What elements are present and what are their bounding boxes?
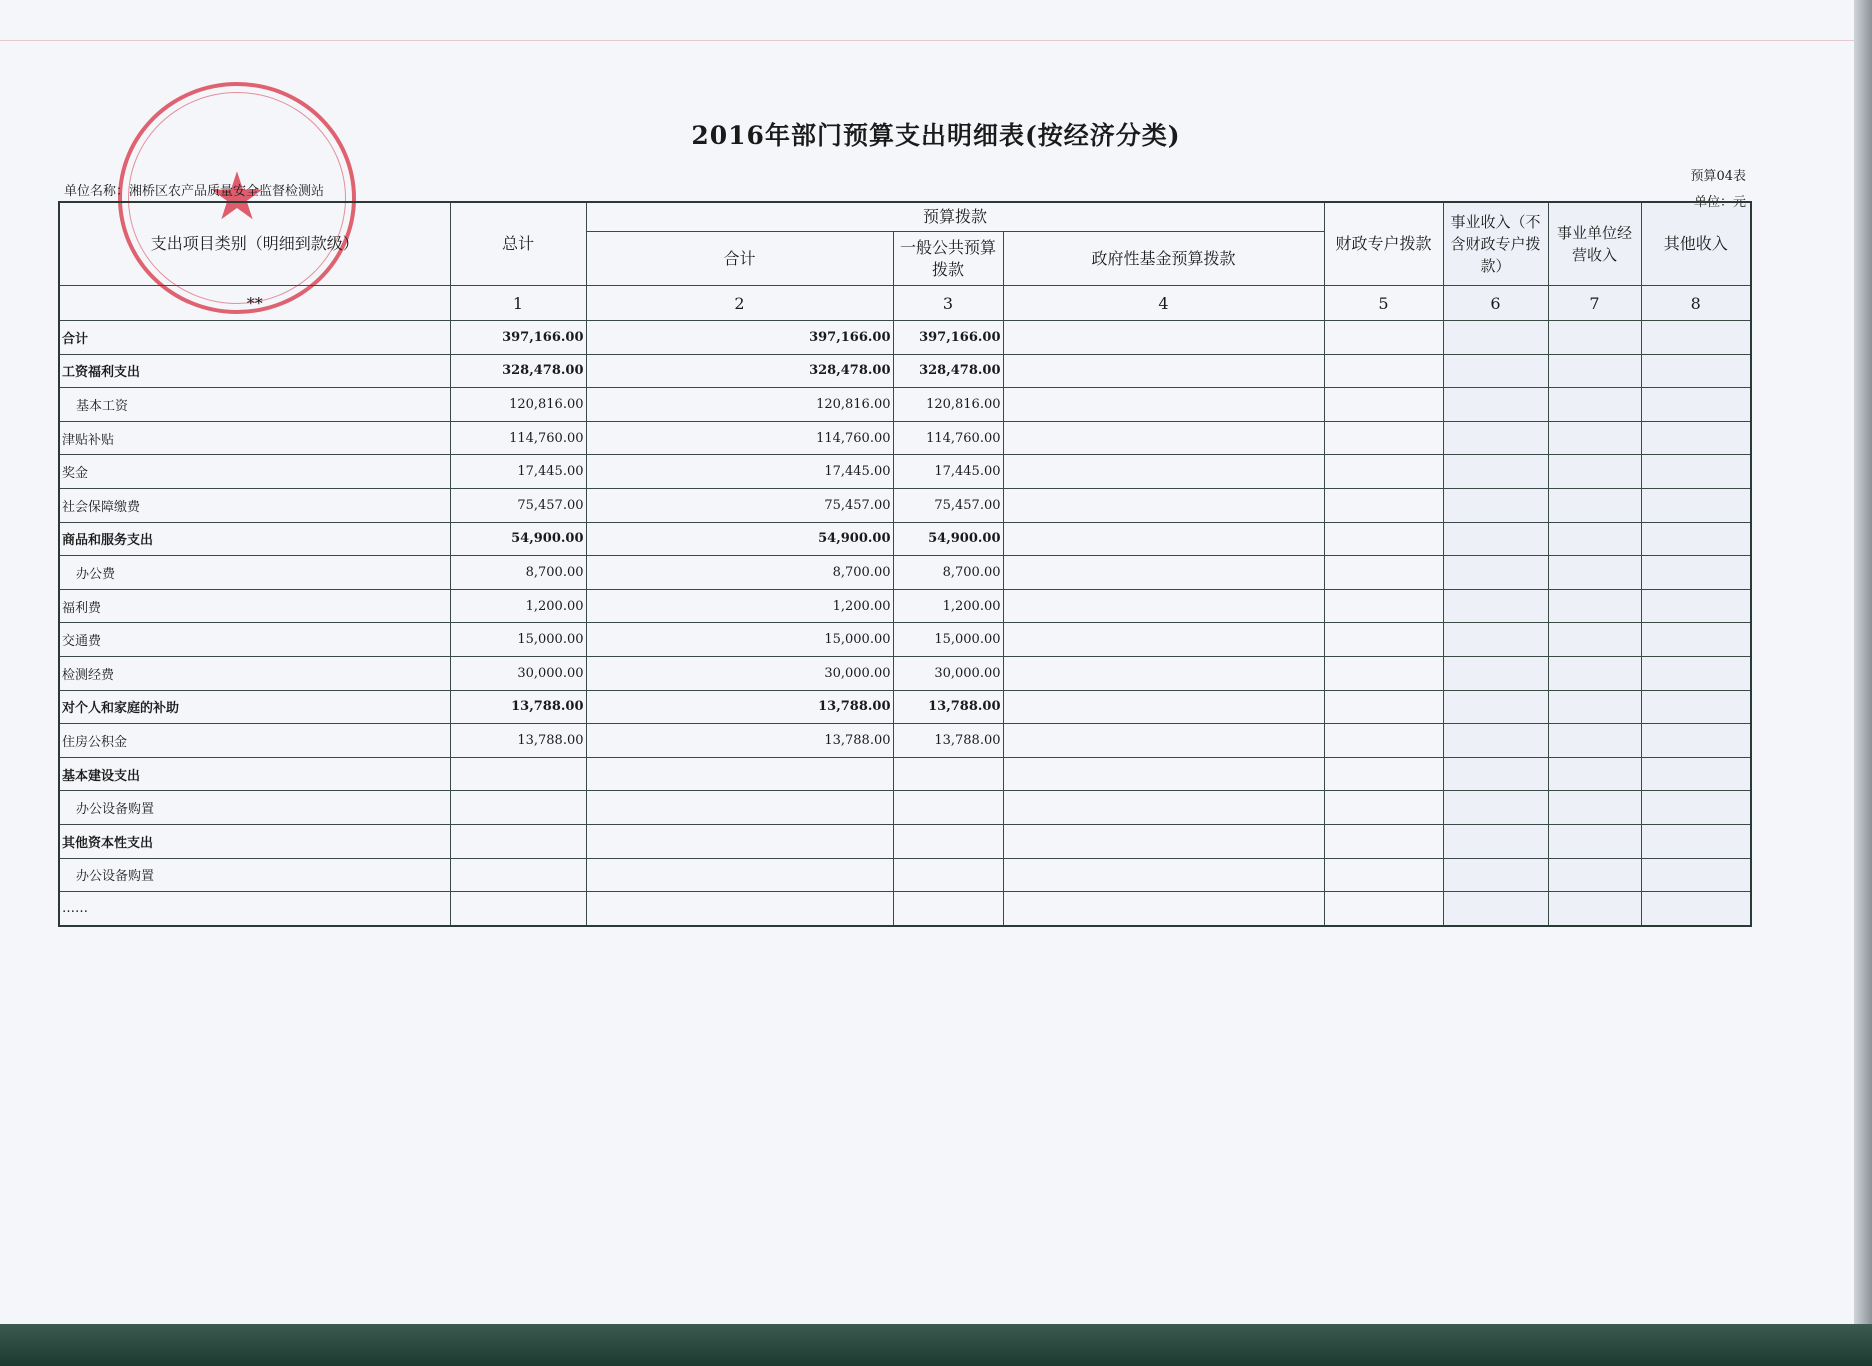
table-row — [59, 455, 1751, 489]
business-income-cell — [1548, 858, 1641, 892]
header-total: 总计 — [450, 202, 586, 286]
other-income-cell — [1641, 623, 1751, 657]
row-label-cell: 其他资本性支出 — [59, 824, 450, 858]
other-income-cell — [1641, 488, 1751, 522]
general-public-cell — [893, 858, 1003, 892]
general-public-cell: 17,445.00 — [893, 455, 1003, 489]
budget-sum-cell: 30,000.00 — [586, 656, 893, 690]
table-row — [59, 757, 1751, 791]
header-budget-group: 预算拨款 — [586, 202, 1324, 232]
row-label-cell: 津贴补贴 — [59, 421, 450, 455]
career-income-cell — [1443, 656, 1548, 690]
seal-star-icon: ★ — [207, 158, 267, 235]
row-label-cell: 福利费 — [59, 589, 450, 623]
general-public-cell — [893, 791, 1003, 825]
row-label-cell: 基本建设支出 — [59, 757, 450, 791]
other-income-cell — [1641, 757, 1751, 791]
table-row — [59, 656, 1751, 690]
budget-sum-cell — [586, 824, 893, 858]
table-row — [59, 556, 1751, 590]
other-income-cell — [1641, 892, 1751, 926]
row-label-cell: 办公费 — [59, 556, 450, 590]
career-income-cell — [1443, 589, 1548, 623]
other-income-cell — [1641, 354, 1751, 388]
gov-fund-cell — [1003, 421, 1324, 455]
budget-sum-cell: 13,788.00 — [586, 724, 893, 758]
budget-sum-cell: 1,200.00 — [586, 589, 893, 623]
document-title: 2016年部门预算支出明细表(按经济分类) — [691, 121, 1181, 150]
total-cell: 75,457.00 — [450, 488, 586, 522]
gov-fund-cell — [1003, 556, 1324, 590]
fiscal-special-cell — [1324, 522, 1443, 556]
total-cell: 13,788.00 — [450, 724, 586, 758]
other-income-cell — [1641, 791, 1751, 825]
general-public-cell: 13,788.00 — [893, 690, 1003, 724]
fiscal-special-cell — [1324, 421, 1443, 455]
budget-sum-cell — [586, 892, 893, 926]
business-income-cell — [1548, 556, 1641, 590]
career-income-cell — [1443, 321, 1548, 355]
fiscal-special-cell — [1324, 757, 1443, 791]
business-income-cell — [1548, 421, 1641, 455]
table-row — [59, 858, 1751, 892]
gov-fund-cell — [1003, 656, 1324, 690]
gov-fund-cell — [1003, 388, 1324, 422]
row-label-cell: 基本工资 — [59, 388, 450, 422]
fiscal-special-cell — [1324, 388, 1443, 422]
business-income-cell — [1548, 623, 1641, 657]
other-income-cell — [1641, 724, 1751, 758]
budget-sum-cell: 8,700.00 — [586, 556, 893, 590]
business-income-cell — [1548, 757, 1641, 791]
gov-fund-cell — [1003, 455, 1324, 489]
currency-unit-label: 单位：元 — [1693, 195, 1746, 210]
row-label-cell: 工资福利支出 — [59, 354, 450, 388]
general-public-cell: 120,816.00 — [893, 388, 1003, 422]
total-cell — [450, 791, 586, 825]
row-label-cell: 检测经费 — [59, 656, 450, 690]
row-label-cell: 奖金 — [59, 455, 450, 489]
career-income-cell — [1443, 522, 1548, 556]
budget-expenditure-table — [58, 201, 1752, 927]
table-row — [59, 522, 1751, 556]
business-income-cell — [1548, 824, 1641, 858]
business-income-cell — [1548, 690, 1641, 724]
other-income-cell — [1641, 656, 1751, 690]
row-label-cell: 办公设备购置 — [59, 791, 450, 825]
row-label-cell: 交通费 — [59, 623, 450, 657]
total-cell: 13,788.00 — [450, 690, 586, 724]
general-public-cell: 15,000.00 — [893, 623, 1003, 657]
budget-sum-cell: 397,166.00 — [586, 321, 893, 355]
gov-fund-cell — [1003, 892, 1324, 926]
table-row — [59, 488, 1751, 522]
gov-fund-cell — [1003, 791, 1324, 825]
gov-fund-cell — [1003, 757, 1324, 791]
career-income-cell — [1443, 388, 1548, 422]
other-income-cell — [1641, 522, 1751, 556]
career-income-cell — [1443, 556, 1548, 590]
index-cell: 3 — [893, 286, 1003, 321]
total-cell: 8,700.00 — [450, 556, 586, 590]
general-public-cell: 1,200.00 — [893, 589, 1003, 623]
fiscal-special-cell — [1324, 791, 1443, 825]
table-row — [59, 892, 1751, 926]
index-cell: 8 — [1641, 286, 1751, 321]
header-general-public: 一般公共预算拨款 — [893, 232, 1003, 286]
header-business-income: 事业单位经营收入 — [1548, 202, 1641, 286]
business-income-cell — [1548, 354, 1641, 388]
table-row — [59, 321, 1751, 355]
total-cell: 120,816.00 — [450, 388, 586, 422]
general-public-cell: 328,478.00 — [893, 354, 1003, 388]
row-label-cell: 住房公积金 — [59, 724, 450, 758]
fiscal-special-cell — [1324, 589, 1443, 623]
fiscal-special-cell — [1324, 455, 1443, 489]
table-row — [59, 724, 1751, 758]
gov-fund-cell — [1003, 321, 1324, 355]
table-header-row-1 — [59, 202, 1751, 232]
index-cell: 7 — [1548, 286, 1641, 321]
business-income-cell — [1548, 892, 1641, 926]
other-income-cell — [1641, 690, 1751, 724]
gov-fund-cell — [1003, 690, 1324, 724]
business-income-cell — [1548, 321, 1641, 355]
total-cell — [450, 757, 586, 791]
total-cell: 15,000.00 — [450, 623, 586, 657]
other-income-cell — [1641, 589, 1751, 623]
table-row — [59, 421, 1751, 455]
other-income-cell — [1641, 858, 1751, 892]
index-cell: 4 — [1003, 286, 1324, 321]
total-cell: 54,900.00 — [450, 522, 586, 556]
row-label-cell: 社会保障缴费 — [59, 488, 450, 522]
row-label-cell: 商品和服务支出 — [59, 522, 450, 556]
career-income-cell — [1443, 858, 1548, 892]
fiscal-special-cell — [1324, 321, 1443, 355]
index-cell: ** — [59, 286, 450, 321]
business-income-cell — [1548, 724, 1641, 758]
other-income-cell — [1641, 421, 1751, 455]
fiscal-special-cell — [1324, 488, 1443, 522]
career-income-cell — [1443, 623, 1548, 657]
career-income-cell — [1443, 757, 1548, 791]
gov-fund-cell — [1003, 824, 1324, 858]
gov-fund-cell — [1003, 522, 1324, 556]
total-cell: 1,200.00 — [450, 589, 586, 623]
other-income-cell — [1641, 556, 1751, 590]
gov-fund-cell — [1003, 589, 1324, 623]
gov-fund-cell — [1003, 354, 1324, 388]
general-public-cell: 75,457.00 — [893, 488, 1003, 522]
general-public-cell: 8,700.00 — [893, 556, 1003, 590]
business-income-cell — [1548, 388, 1641, 422]
budget-sum-cell: 120,816.00 — [586, 388, 893, 422]
fiscal-special-cell — [1324, 892, 1443, 926]
total-cell — [450, 824, 586, 858]
business-income-cell — [1548, 791, 1641, 825]
gov-fund-cell — [1003, 623, 1324, 657]
row-label-cell: …… — [59, 892, 450, 926]
table-row — [59, 388, 1751, 422]
scan-edge-bottom — [0, 1324, 1872, 1366]
fiscal-special-cell — [1324, 656, 1443, 690]
budget-sum-cell: 114,760.00 — [586, 421, 893, 455]
unit-name-label: 单位名称：湘桥区农产品质量安全监督检测站 — [64, 184, 325, 199]
total-cell: 328,478.00 — [450, 354, 586, 388]
total-cell: 397,166.00 — [450, 321, 586, 355]
general-public-cell — [893, 892, 1003, 926]
general-public-cell: 397,166.00 — [893, 321, 1003, 355]
budget-sum-cell: 54,900.00 — [586, 522, 893, 556]
gov-fund-cell — [1003, 488, 1324, 522]
other-income-cell — [1641, 455, 1751, 489]
fiscal-special-cell — [1324, 354, 1443, 388]
header-fiscal-special: 财政专户拨款 — [1324, 202, 1443, 286]
row-label-cell: 对个人和家庭的补助 — [59, 690, 450, 724]
index-cell: 2 — [586, 286, 893, 321]
budget-sum-cell — [586, 858, 893, 892]
table-body — [59, 321, 1751, 926]
general-public-cell: 54,900.00 — [893, 522, 1003, 556]
total-cell — [450, 892, 586, 926]
table-row — [59, 354, 1751, 388]
business-income-cell — [1548, 522, 1641, 556]
business-income-cell — [1548, 455, 1641, 489]
header-career-income: 事业收入（不含财政专户拨款） — [1443, 202, 1548, 286]
career-income-cell — [1443, 824, 1548, 858]
budget-sum-cell — [586, 757, 893, 791]
header-other-income: 其他收入 — [1641, 202, 1751, 286]
fiscal-special-cell — [1324, 724, 1443, 758]
form-number-label: 预算04表 — [1690, 169, 1746, 184]
budget-sum-cell: 15,000.00 — [586, 623, 893, 657]
business-income-cell — [1548, 589, 1641, 623]
total-cell: 30,000.00 — [450, 656, 586, 690]
fiscal-special-cell — [1324, 858, 1443, 892]
budget-sum-cell: 328,478.00 — [586, 354, 893, 388]
fiscal-special-cell — [1324, 824, 1443, 858]
career-income-cell — [1443, 690, 1548, 724]
column-index-row — [59, 286, 1751, 321]
header-gov-fund: 政府性基金预算拨款 — [1003, 232, 1324, 286]
budget-sum-cell: 75,457.00 — [586, 488, 893, 522]
career-income-cell — [1443, 354, 1548, 388]
budget-sum-cell — [586, 791, 893, 825]
career-income-cell — [1443, 421, 1548, 455]
gov-fund-cell — [1003, 724, 1324, 758]
fiscal-special-cell — [1324, 690, 1443, 724]
career-income-cell — [1443, 892, 1548, 926]
business-income-cell — [1548, 488, 1641, 522]
career-income-cell — [1443, 488, 1548, 522]
general-public-cell — [893, 824, 1003, 858]
career-income-cell — [1443, 724, 1548, 758]
total-cell: 17,445.00 — [450, 455, 586, 489]
budget-sum-cell: 17,445.00 — [586, 455, 893, 489]
table-row — [59, 824, 1751, 858]
total-cell — [450, 858, 586, 892]
index-cell: 1 — [450, 286, 586, 321]
general-public-cell: 13,788.00 — [893, 724, 1003, 758]
index-cell: 5 — [1324, 286, 1443, 321]
other-income-cell — [1641, 824, 1751, 858]
general-public-cell: 30,000.00 — [893, 656, 1003, 690]
page-top-edge — [0, 40, 1872, 41]
career-income-cell — [1443, 455, 1548, 489]
header-budget-sum: 合计 — [586, 232, 893, 286]
header-category: 支出项目类别（明细到款级） — [59, 202, 450, 286]
fiscal-special-cell — [1324, 556, 1443, 590]
gov-fund-cell — [1003, 858, 1324, 892]
general-public-cell: 114,760.00 — [893, 421, 1003, 455]
fiscal-special-cell — [1324, 623, 1443, 657]
table-row — [59, 690, 1751, 724]
table-row — [59, 623, 1751, 657]
scan-edge-right — [1854, 0, 1872, 1366]
table-row — [59, 791, 1751, 825]
business-income-cell — [1548, 656, 1641, 690]
other-income-cell — [1641, 321, 1751, 355]
budget-sum-cell: 13,788.00 — [586, 690, 893, 724]
other-income-cell — [1641, 388, 1751, 422]
career-income-cell — [1443, 791, 1548, 825]
row-label-cell: 办公设备购置 — [59, 858, 450, 892]
row-label-cell: 合计 — [59, 321, 450, 355]
index-cell: 6 — [1443, 286, 1548, 321]
table-row — [59, 589, 1751, 623]
general-public-cell — [893, 757, 1003, 791]
total-cell: 114,760.00 — [450, 421, 586, 455]
